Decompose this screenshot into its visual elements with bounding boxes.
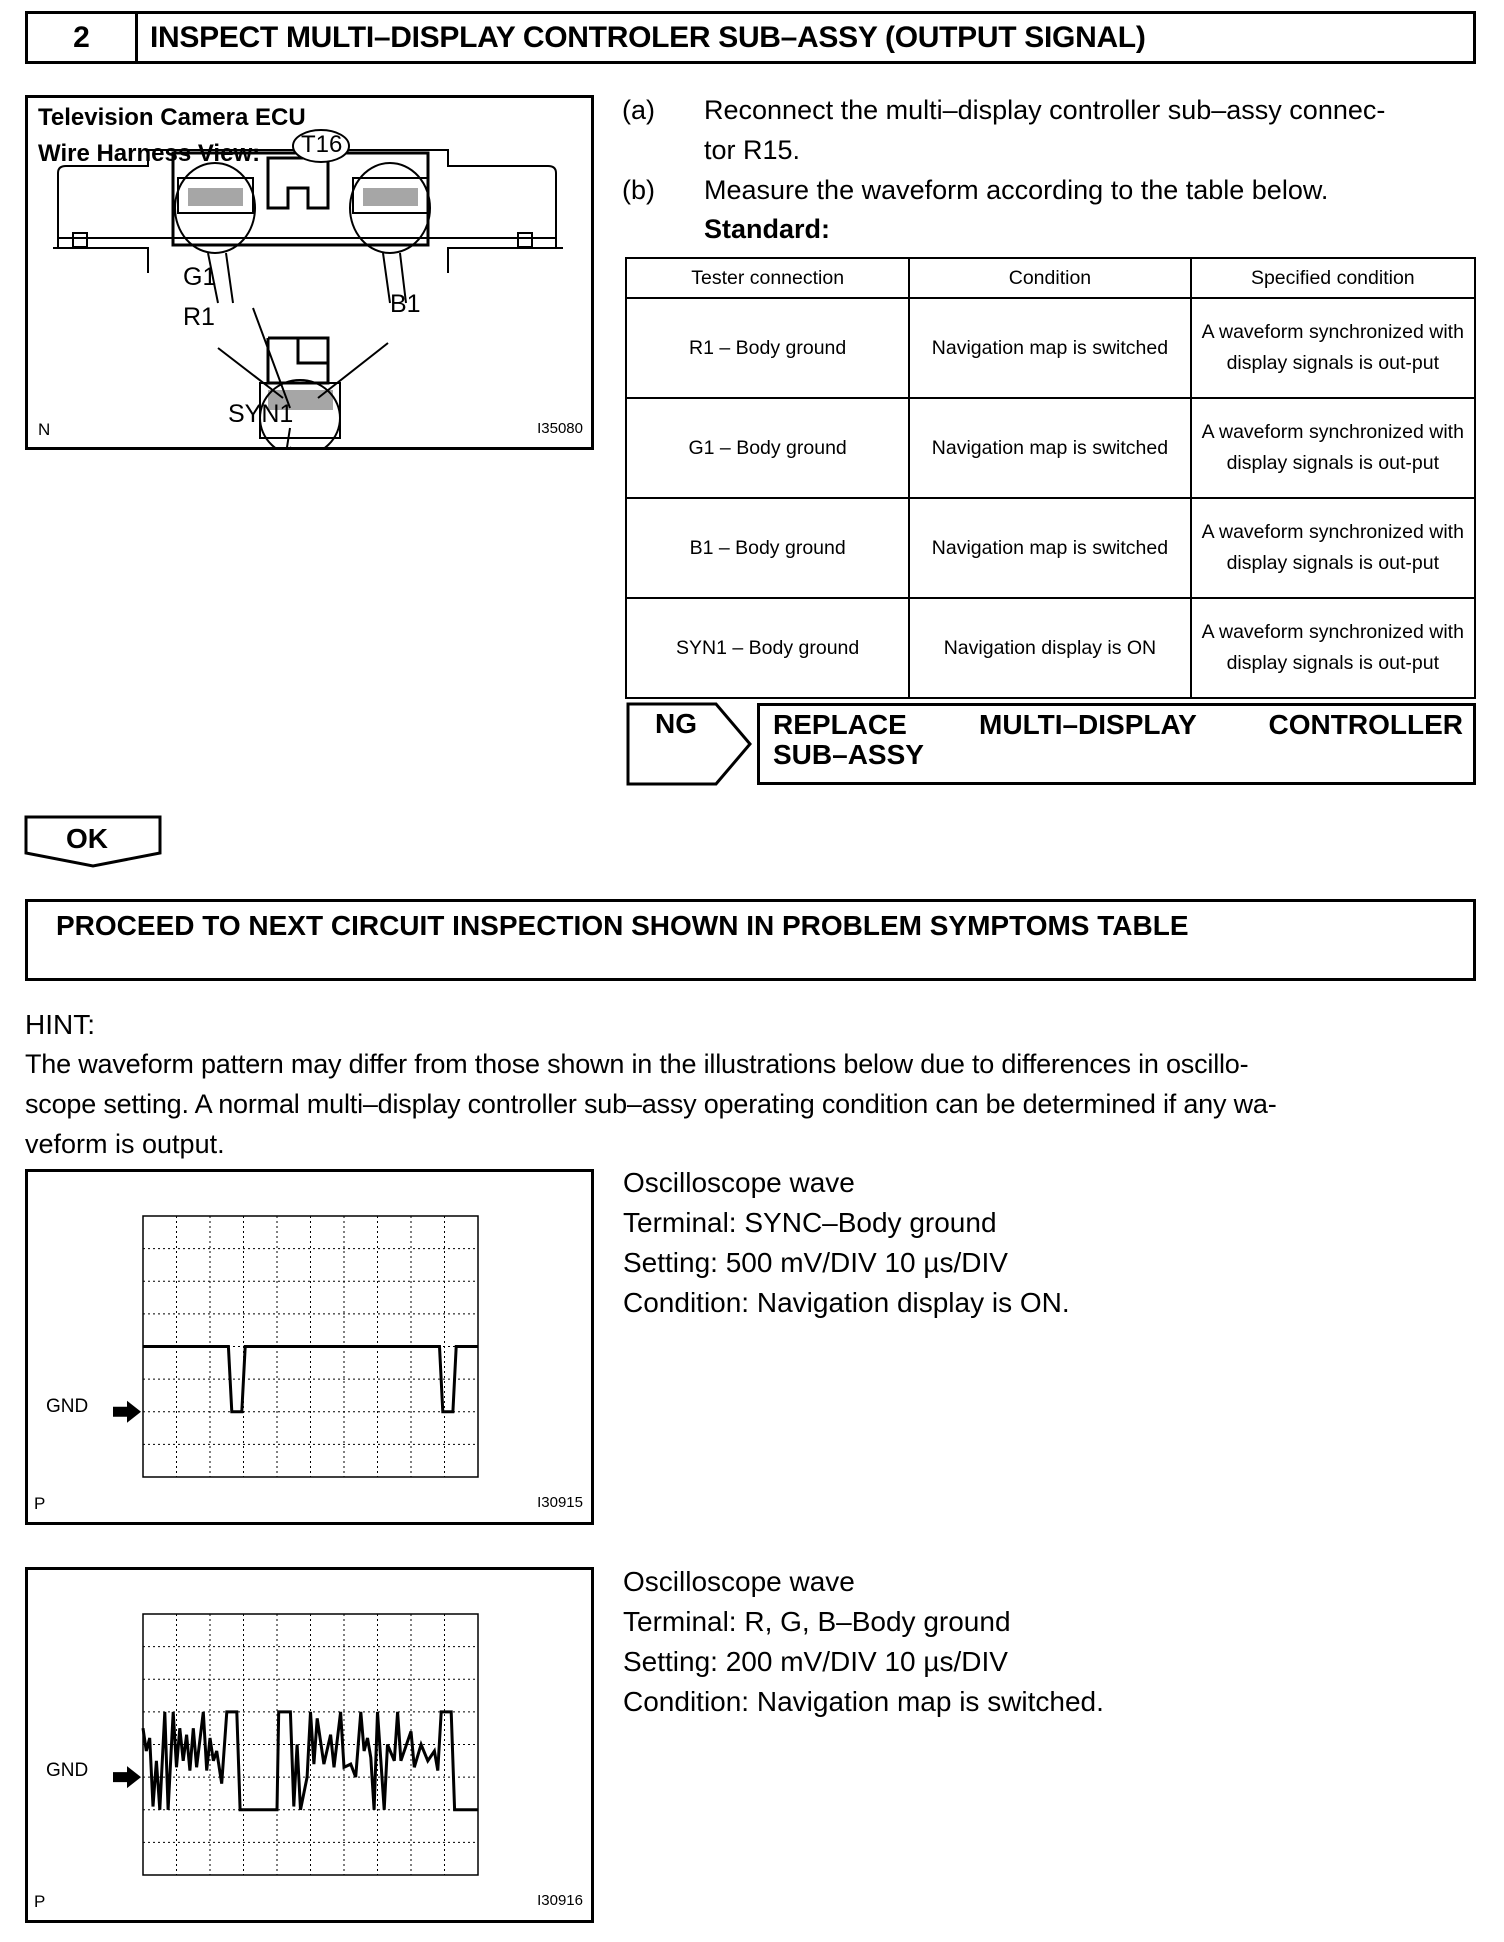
wave-1-title: Oscilloscope wave — [623, 1167, 855, 1198]
wave-1-setting: Setting: 500 mV/DIV 10 µs/DIV — [623, 1247, 1008, 1278]
diagram-title-2: Wire Harness View: — [38, 140, 261, 167]
gnd-arrow-icon — [113, 1401, 141, 1423]
specified-condition: A waveform synchronized with display signals is out-put — [1191, 498, 1475, 598]
wave-2-title: Oscilloscope wave — [623, 1566, 855, 1597]
step-b-text: Measure the waveform according to the table below. — [704, 175, 1329, 205]
ng-action-line1: REPLACE MULTI–DISPLAY CONTROLLER — [773, 709, 1463, 740]
diagram-corner-label: N — [38, 420, 51, 439]
tester-connection: SYN1 – Body ground — [626, 598, 909, 698]
specified-condition: A waveform synchronized with display signals is out-put — [1191, 398, 1475, 498]
diagram-figure-id: I35080 — [537, 420, 583, 437]
table-row — [626, 398, 1475, 498]
table-row — [626, 298, 1475, 398]
hint-line-2: scope setting. A normal multi–display controller sub–assy operating condition can be determined if any wa- — [25, 1089, 1277, 1119]
gnd-label: GND — [46, 1396, 89, 1417]
gnd-label: GND — [46, 1760, 89, 1781]
specified-condition: A waveform synchronized with display signals is out-put — [1191, 598, 1475, 698]
hint-line-3: veform is output. — [25, 1129, 225, 1159]
oscilloscope-figure-2 — [25, 1567, 594, 1923]
tester-connection: B1 – Body ground — [626, 498, 909, 598]
standard-label: Standard: — [704, 214, 831, 244]
table-row — [626, 598, 1475, 698]
figure-corner-label: P — [34, 1494, 46, 1513]
step-number: 2 — [28, 14, 138, 61]
wave-2-setting: Setting: 200 mV/DIV 10 µs/DIV — [623, 1646, 1008, 1677]
wave-2-condition: Condition: Navigation map is switched. — [623, 1686, 1104, 1717]
step-b-marker: (b) — [622, 175, 655, 205]
specified-condition: A waveform synchronized with display signals is out-put — [1191, 298, 1475, 398]
step-a-marker: (a) — [622, 95, 655, 125]
figure-id: I30915 — [537, 1494, 583, 1511]
figure-id: I30916 — [537, 1892, 583, 1909]
ok-label: OK — [66, 823, 108, 854]
wave-2-terminal: Terminal: R, G, B–Body ground — [623, 1606, 1011, 1637]
ng-label: NG — [655, 708, 697, 739]
oscilloscope-figure-1 — [25, 1169, 594, 1525]
tester-connection: R1 – Body ground — [626, 298, 909, 398]
pin-label-r1: R1 — [183, 303, 215, 331]
standard-table — [625, 257, 1476, 699]
proceed-box — [25, 899, 1476, 981]
step-title: INSPECT MULTI–DISPLAY CONTROLER SUB–ASSY (OUTPUT SIGNAL) — [150, 20, 1146, 54]
connector-label: T16 — [301, 131, 343, 158]
table-row — [626, 498, 1475, 598]
ng-action-box — [757, 703, 1476, 785]
condition: Navigation display is ON — [909, 598, 1190, 698]
column-header: Tester connection — [626, 258, 909, 298]
condition: Navigation map is switched — [909, 298, 1190, 398]
step-a-text-cont: tor R15. — [704, 135, 801, 165]
figure-corner-label: P — [34, 1892, 46, 1911]
column-header: Specified condition — [1191, 258, 1475, 298]
wave-1-terminal: Terminal: SYNC–Body ground — [623, 1207, 997, 1238]
oscilloscope-plot-rgb — [28, 1570, 591, 1920]
hint-line-1: The waveform pattern may differ from those shown in the illustrations below due to differences in oscillo- — [25, 1049, 1249, 1079]
proceed-text: PROCEED TO NEXT CIRCUIT INSPECTION SHOWN IN PROBLEM SYMPTOMS TABLE — [56, 910, 1189, 941]
pin-label-b1: B1 — [390, 290, 421, 318]
table-header-row — [626, 258, 1475, 298]
step-header — [25, 11, 1476, 64]
wave-1-condition: Condition: Navigation display is ON. — [623, 1287, 1070, 1318]
connector-diagram — [25, 95, 594, 450]
pin-label-g1: G1 — [183, 263, 217, 291]
oscilloscope-plot-sync — [28, 1172, 591, 1522]
diagram-title-1: Television Camera ECU — [38, 104, 306, 131]
hint-title: HINT: — [25, 1009, 95, 1040]
tester-connection: G1 – Body ground — [626, 398, 909, 498]
step-a-text: Reconnect the multi–display controller sub–assy connec- — [704, 95, 1386, 125]
gnd-arrow-icon — [113, 1766, 141, 1788]
ng-action-line2: SUB–ASSY — [773, 739, 924, 770]
pin-label-syn1: SYN1 — [228, 400, 294, 428]
condition: Navigation map is switched — [909, 398, 1190, 498]
column-header: Condition — [909, 258, 1190, 298]
condition: Navigation map is switched — [909, 498, 1190, 598]
